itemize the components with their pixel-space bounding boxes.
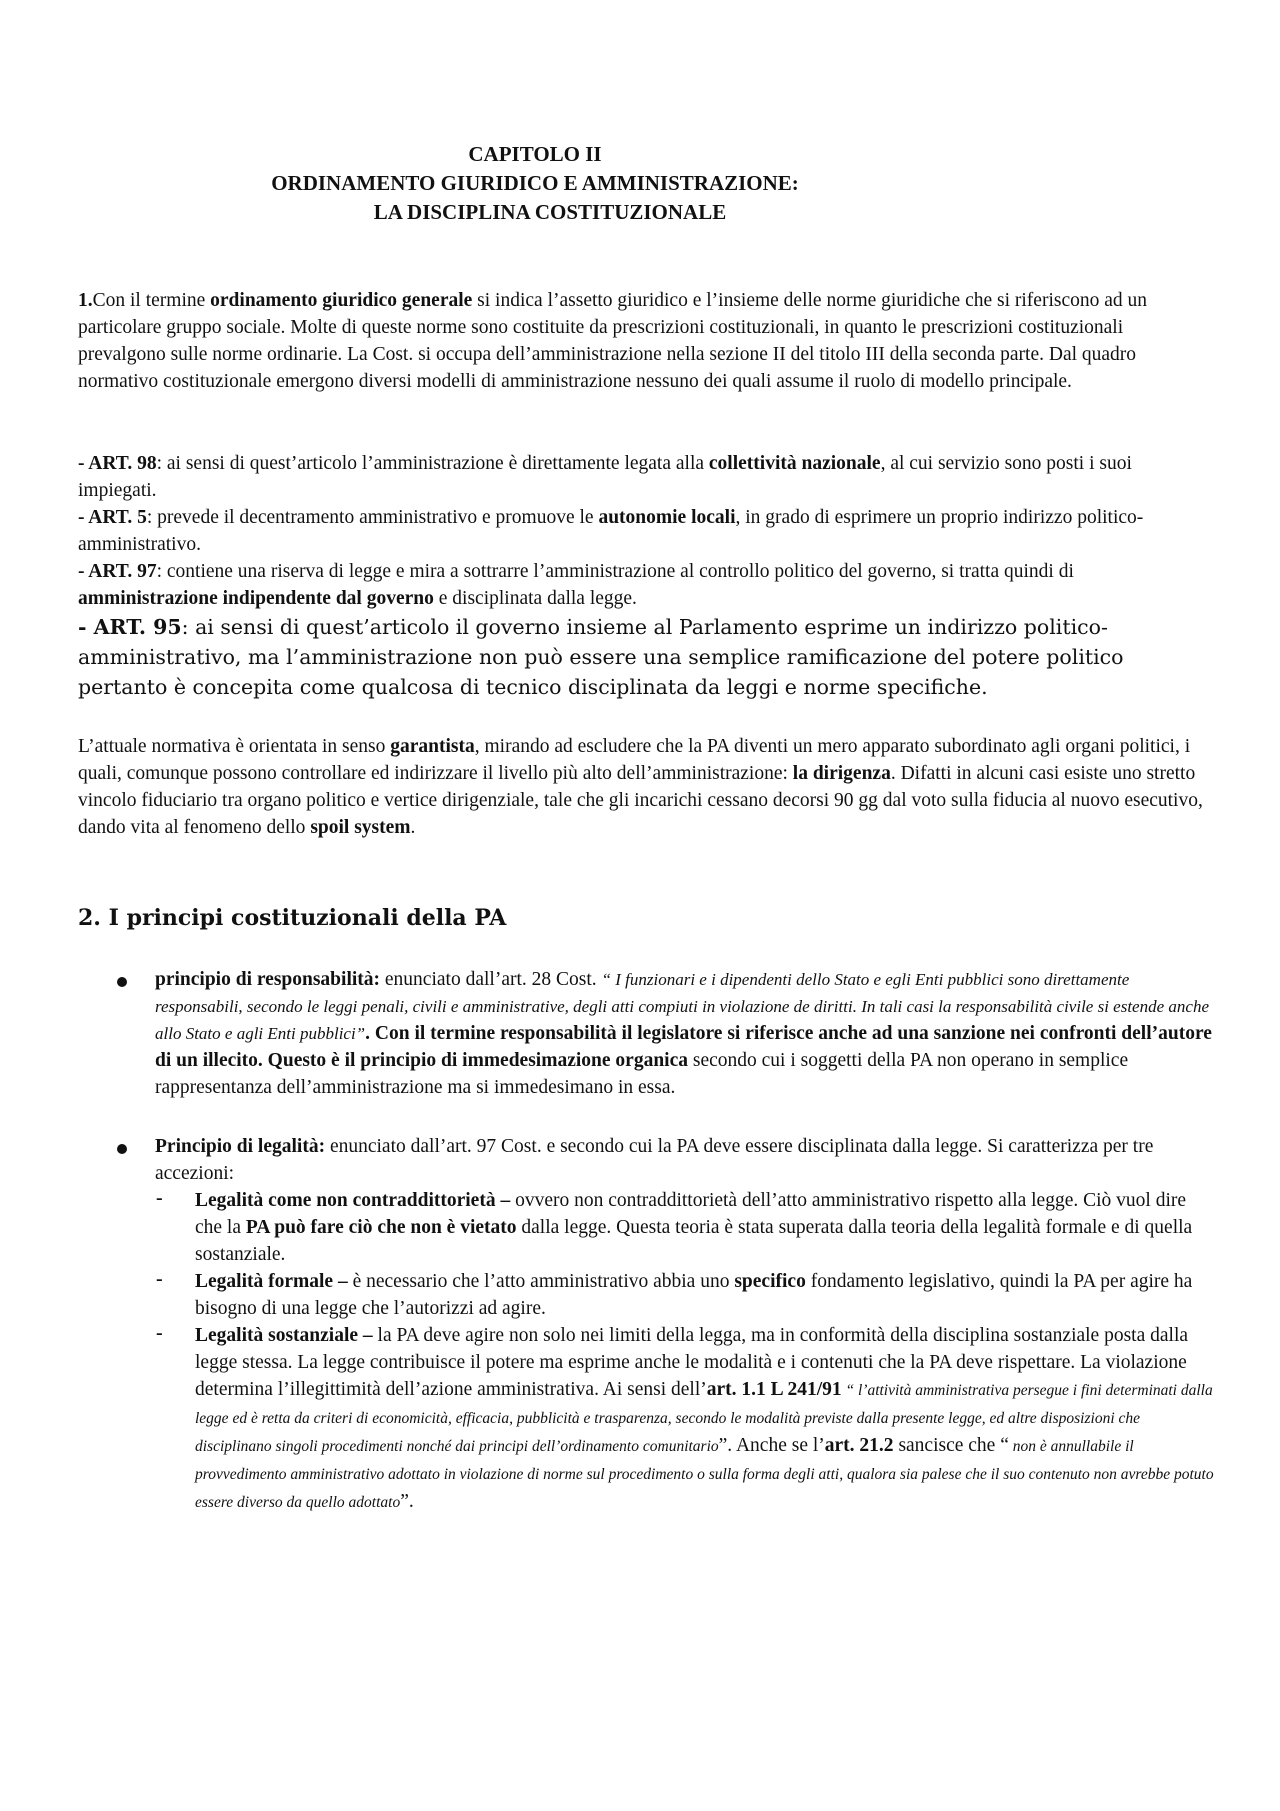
bullet-icon	[117, 1144, 127, 1154]
dash-marker: -	[156, 1187, 163, 1209]
article-97: - ART. 97: contiene una riserva di legge e mira a sottrarre l’amministrazione al controllo politico del governo, si tratta quindi di amministrazione indipendente dal governo e disciplinata dalla legge.	[78, 561, 1074, 609]
article-5: - ART. 5: prevede il decentramento amministrativo e promuove le autonomie locali, in grado di esprimere un proprio indirizzo politico-amministrativo.	[78, 507, 1144, 555]
chapter-title: ORDINAMENTO GIURIDICO E AMMINISTRAZIONE:	[271, 171, 799, 195]
dash-marker: -	[156, 1322, 163, 1344]
principle-legality: Principio di legalità: enunciato dall’art. 97 Cost. e secondo cui la PA deve essere disciplinata dalla legge. Si caratterizza per tre accezioni:	[155, 1136, 1154, 1184]
intro-paragraph: 1.Con il termine ordinamento giuridico generale si indica l’assetto giuridico e l’insieme delle norme giuridiche che si riferiscono ad un particolare gruppo sociale. Molte di queste norme sono costituite da prescrizioni costituzionali, in quanto le prescrizioni costituzionali prevalgono sulle norme ordinarie. La Cost. si occupa dell’amministrazione nella sezione II del titolo III della seconda parte. Dal quadro normativo costituzionale emergono diversi modelli di amministrazione nessuno dei quali assume il ruolo di modello principale.	[78, 290, 1148, 392]
section-number: 1.	[78, 290, 93, 311]
legality-substantial: Legalità sostanziale – la PA deve agire non solo nei limiti della legga, ma in conformità della disciplina sostanziale posta dalla legge stessa. La legge contribuisce il potere ma esprime anche le modalità e i contenuti che la PA deve rispettare. La violazione determina l’illegittimità dell’azione amministrativa. Ai sensi dell’art. 1.1 L 241/91 “ l’attività amministrativa persegue i fini determinati dalla legge ed è retta da criteri di economicità, efficacia, pubblicità e trasparenza, secondo le modalità previste dalla presente legge, ed altre disposizioni che disciplinano singoli procedimenti nonché dai principi dell’ordinamento comunitario”. Anche se l’art. 21.2 sancisce che “ non è annullabile il provvedimento amministrativo adottato in violazione di norme sul procedimento o sulla forma degli atti, qualora sia palese che il suo contenuto non avrebbe potuto essere diverso da quello adottato”.	[195, 1325, 1214, 1512]
principle-responsibility: principio di responsabilità: enunciato dall’art. 28 Cost. “ I funzionari e i dipendenti dello Stato e egli Enti pubblici sono direttamente responsabili, secondo le leggi penali, civili e amministrative, degli atti compiuti in violazione de diritti. In tali casi la responsabilità civile si estende anche allo Stato e agli Enti pubblici”. Con il termine responsabilità il legislatore si riferisce anche ad una sanzione nei confronti dell’autore di un illecito. Questo è il principio di immedesimazione organica secondo cui i soggetti della PA non operano in semplice rappresentanza dell’amministrazione ma si immedesimano in essa.	[155, 969, 1212, 1098]
chapter-number: CAPITOLO II	[468, 142, 602, 166]
article-98: - ART. 98: ai sensi di quest’articolo l’amministrazione è direttamente legata alla collettività nazionale, al cui servizio sono posti i suoi impiegati.	[78, 453, 1132, 501]
article-95: - ART. 95: ai sensi di quest’articolo il governo insieme al Parlamento esprime un indirizzo politico-amministrativo, ma l’amministrazione non può essere una semplice ramificazione del potere politico pertanto è concepita come qualcosa di tecnico disciplinata da leggi e norme specifiche.	[78, 615, 1124, 699]
bullet-icon	[117, 977, 127, 987]
section-2-heading: 2. I principi costituzionali della PA	[78, 905, 507, 931]
normativa-paragraph: L’attuale normativa è orientata in senso garantista, mirando ad escludere che la PA diventi un mero apparato subordinato agli organi politici, i quali, comunque possono controllare ed indirizzare il livello più alto dell’amministrazione: la dirigenza. Difatti in alcuni casi esiste uno stretto vincolo fiduciario tra organo politico e vertice dirigenziale, tale che gli incarichi cessano decorsi 90 gg dal voto sulla fiducia al nuovo esecutivo, dando vita al fenomeno dello spoil system.	[78, 736, 1203, 838]
dash-marker: -	[156, 1268, 163, 1290]
legality-formal: Legalità formale – è necessario che l’atto amministrativo abbia uno specifico fondamento legislativo, quindi la PA per agire ha bisogno di una legge che l’autorizzi ad agire.	[195, 1271, 1193, 1319]
chapter-subtitle: LA DISCIPLINA COSTITUZIONALE	[373, 200, 727, 224]
legality-non-contradiction: Legalità come non contraddittorietà – ovvero non contraddittorietà dell’atto amministrativo rispetto alla legge. Ciò vuol dire che la PA può fare ciò che non è vietato dalla legge. Questa teoria è stata superata dalla teoria della legalità formale e di quella sostanziale.	[195, 1190, 1193, 1265]
